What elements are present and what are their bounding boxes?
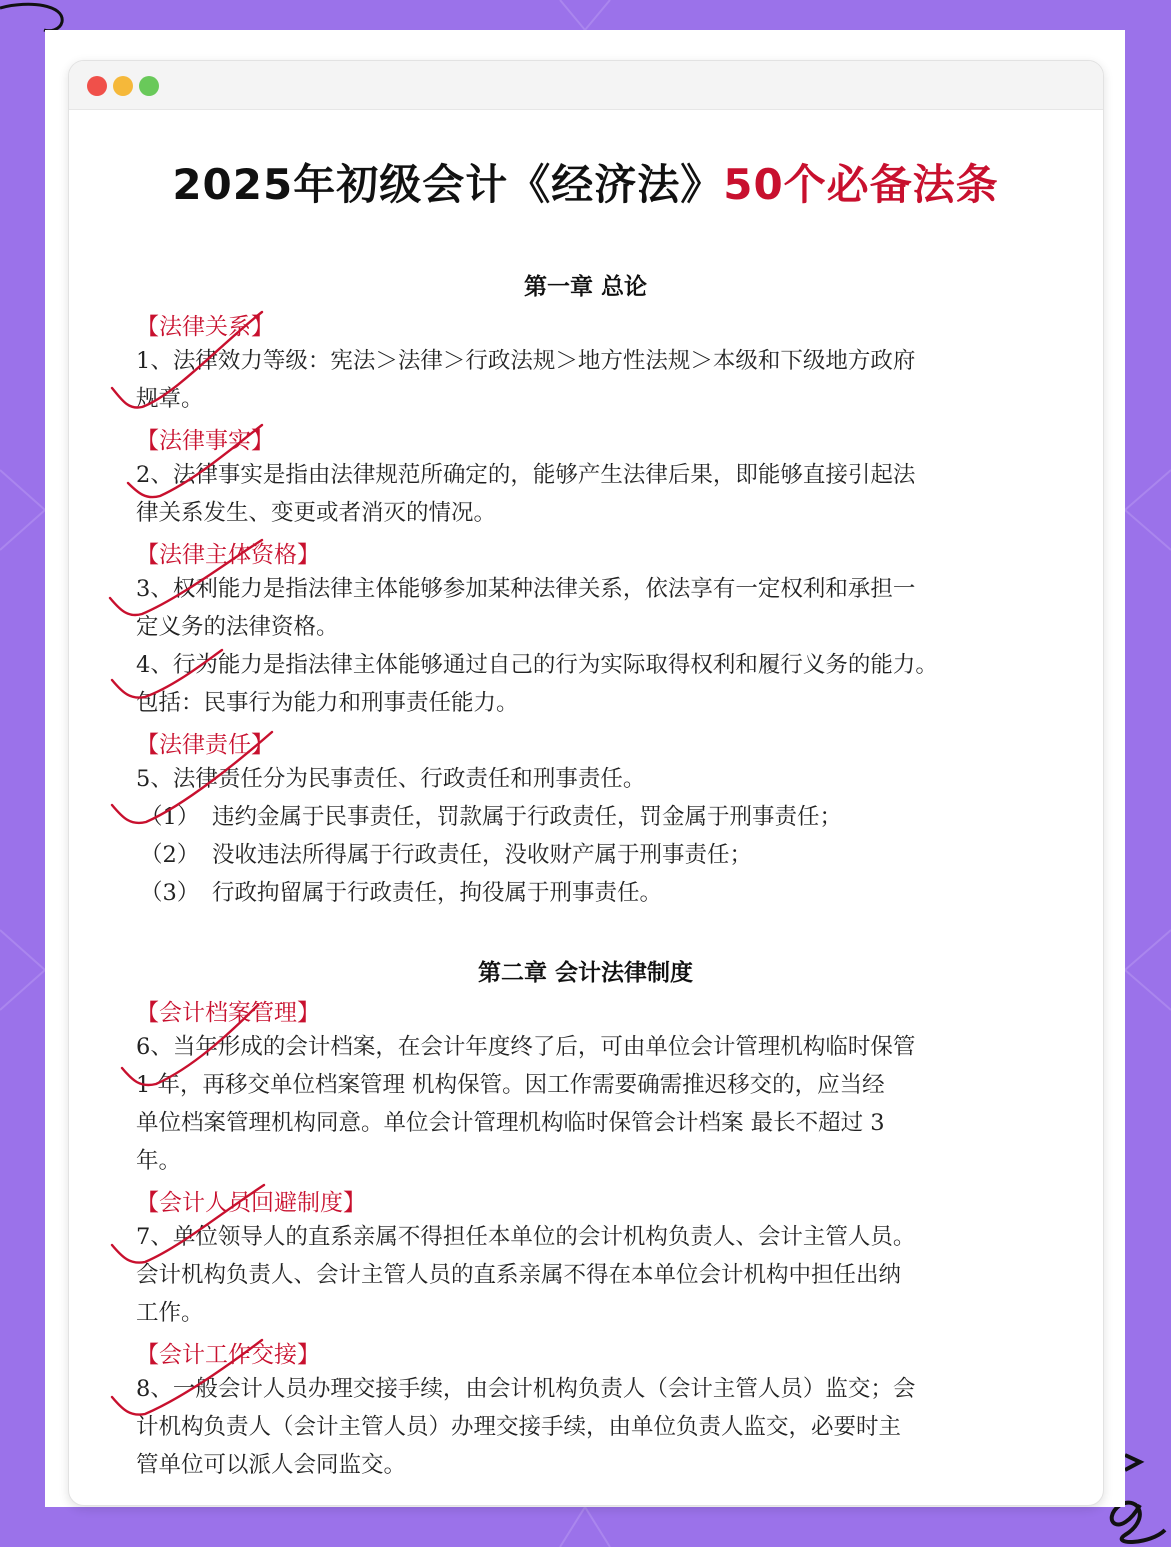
law-item-2: 2、法律事实是指由法律规范所确定的，能够产生法律后果，即能够直接引起法 律关系发生、变更或者消灭的情况。 — [136, 462, 916, 526]
law-item-6: 6、当年形成的会计档案，在会计年度终了后，可由单位会计管理机构临时保管 1 年，再移交单位档案管理 机构保管。因工作需要确需推迟移交的，应当经 单位档案管理机构同意。单位会计管理机构临时保管会计档案 最长不超过 3 年。 — [136, 1034, 916, 1174]
page-title — [0, 152, 1171, 212]
sub-item: （2） 没收违法所得属于行政责任，没收财产属于刑事责任； — [140, 842, 753, 868]
sub-item: （3） 行政拘留属于行政责任，拘役属于刑事责任。 — [140, 880, 663, 906]
section-label: 【法律主体资格】 — [136, 542, 320, 568]
maximize-dot-icon — [139, 76, 159, 96]
title-main: 2025年初级会计《经济法》 — [172, 160, 724, 209]
chapter-heading: 第一章 总论 — [523, 274, 647, 300]
window-titlebar — [69, 61, 1103, 110]
section-label: 【法律责任】 — [136, 732, 274, 758]
close-dot-icon — [87, 76, 107, 96]
law-item-7: 7、单位领导人的直系亲属不得担任本单位的会计机构负责人、会计主管人员。 会计机构负责人、会计主管人员的直系亲属不得在本单位会计机构中担任出纳 工作。 — [136, 1224, 916, 1326]
minimize-dot-icon — [113, 76, 133, 96]
corner-doodle-top — [0, 4, 62, 30]
section-label: 【法律事实】 — [136, 428, 274, 454]
sub-item: （1） 违约金属于民事责任，罚款属于行政责任，罚金属于刑事责任； — [140, 804, 843, 830]
law-item-1: 1、法律效力等级：宪法＞法律＞行政法规＞地方性法规＞本级和下级地方政府 规章。 — [136, 348, 916, 412]
section-label: 【会计档案管理】 — [136, 1000, 320, 1026]
section-label: 【会计人员回避制度】 — [136, 1190, 366, 1216]
law-item-8: 8、一般会计人员办理交接手续，由会计机构负责人（会计主管人员）监交；会 计机构负责人（会计主管人员）办理交接手续，由单位负责人监交，必要时主 管单位可以派人会同监交。 — [136, 1376, 916, 1478]
title-accent: 50个必备法条 — [723, 160, 999, 209]
section-label: 【法律关系】 — [136, 314, 274, 340]
law-item-3: 3、权利能力是指法律主体能够参加某种法律关系，依法享有一定权利和承担一 定义务的法律资格。 — [136, 576, 916, 640]
chapter-heading: 第二章 会计法律制度 — [477, 960, 693, 986]
section-label: 【会计工作交接】 — [136, 1342, 320, 1368]
law-item-5: 5、法律责任分为民事责任、行政责任和刑事责任。 — [136, 766, 646, 792]
law-item-4: 4、行为能力是指法律主体能够通过自己的行为实际取得权利和履行义务的能力。 包括：民事行为能力和刑事责任能力。 — [136, 652, 938, 716]
